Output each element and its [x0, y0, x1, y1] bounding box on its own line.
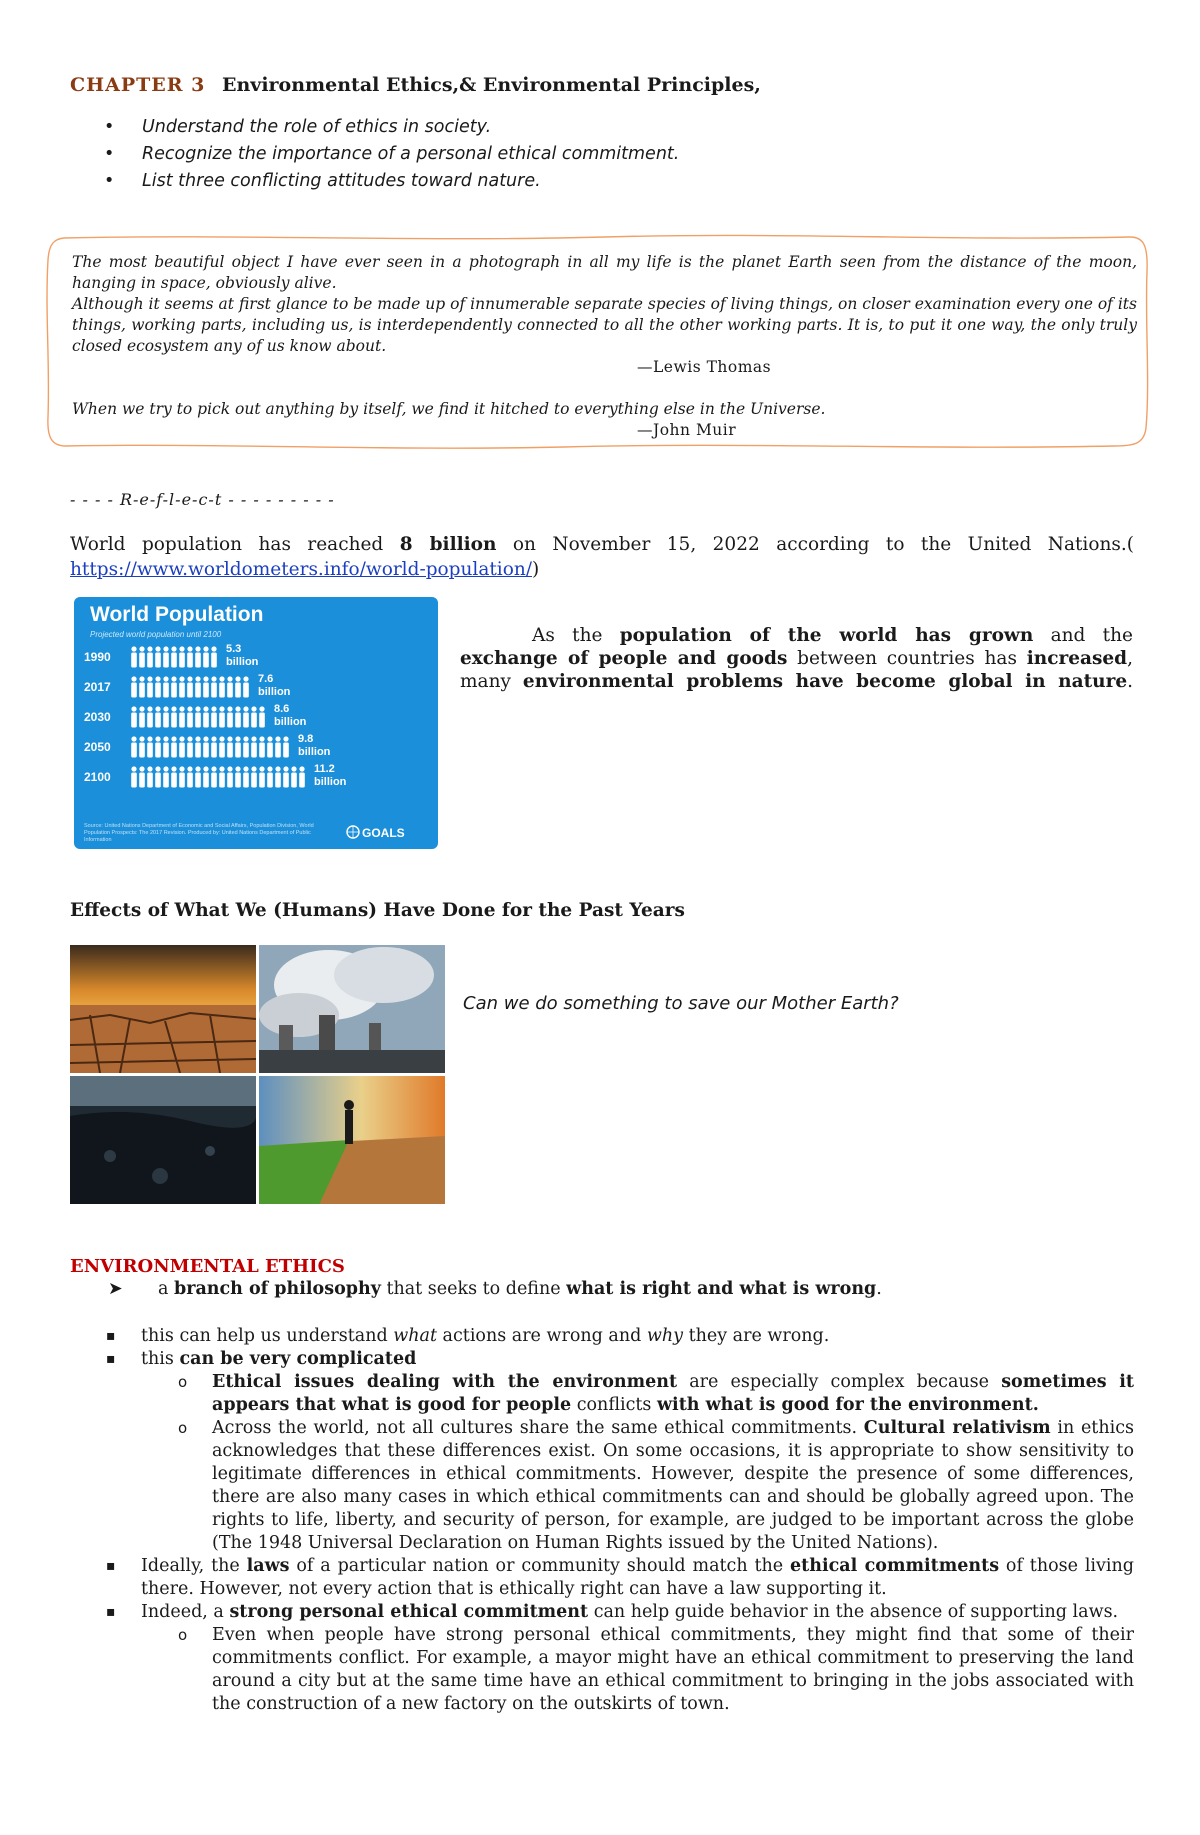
person-icon [131, 706, 137, 727]
un-emblem-icon [346, 825, 360, 839]
person-icon [219, 736, 225, 757]
infographic-row [74, 731, 438, 765]
chapter-title: Environmental Ethics,& Environmental Principles, [221, 74, 761, 96]
infographic-row [74, 641, 438, 675]
person-icon [139, 736, 145, 757]
person-icon [155, 766, 161, 787]
person-icon [155, 736, 161, 757]
person-icon [147, 706, 153, 727]
environmental-ethics-heading: ENVIRONMENTAL ETHICS [70, 1256, 345, 1277]
person-icon [163, 766, 169, 787]
sub-list-item: o Across the world, not all cultures share the same ethical commitments. Cultural relativism in ethics acknowledges that these differences exist. On some occasions, it is appropriate to show sensitivity to legitimate differences in ethical commitments. However, despite the presence of some differences, there are also many cases in which ethical commitments can and should be globally agreed upon. The rights to life, liberty, and security of person, for example, are judged to be important across the globe (The 1948 Universal Declaration on Human Rights issued by the United Nations). [104, 1417, 1134, 1555]
person-icon [235, 766, 241, 787]
list-item: ▪ Indeed, a strong personal ethical commitment can help guide behavior in the absence of supporting laws. [104, 1601, 1134, 1624]
person-icon [211, 706, 217, 727]
factory-pollution-photo [259, 945, 445, 1073]
quote-block [72, 252, 1137, 441]
effects-heading: Effects of What We (Humans) Have Done for the Past Years [70, 900, 685, 921]
infographic-row [74, 671, 438, 705]
population-statement: World population has reached 8 billion on November 15, 2022 according to the United Nations.( [70, 534, 1134, 555]
person-icon [187, 676, 193, 697]
person-icon [243, 736, 249, 757]
person-icon [291, 766, 297, 787]
save-earth-question: Can we do something to save our Mother Earth? [463, 993, 899, 1014]
person-icon [219, 706, 225, 727]
person-icon [227, 766, 233, 787]
person-icon [259, 706, 265, 727]
person-icon [179, 736, 185, 757]
person-icon [243, 676, 249, 697]
population-source: https://www.worldometers.info/world-population/) [70, 559, 540, 580]
person-icon [171, 646, 177, 667]
person-icon [147, 766, 153, 787]
person-icon [195, 766, 201, 787]
person-icon [163, 736, 169, 757]
person-icons [130, 735, 290, 759]
person-icon [171, 766, 177, 787]
person-icon [275, 766, 281, 787]
infographic-value: 11.2 billion [314, 763, 347, 788]
quote-muir-author: —John Muir [637, 421, 737, 439]
person-icons [130, 765, 306, 789]
infographic-year: 1990 [84, 650, 111, 664]
person-icon [195, 676, 201, 697]
barren-versus-green-land-photo [259, 1076, 445, 1204]
reflect-divider: - - - - R-e-f-l-e-c-t - - - - - - - - - [70, 490, 335, 509]
document-page: CHAPTER 3 Environmental Ethics,& Environmental Principles, • Understand the role of ethics in society. • Recognize the importance of a personal ethical commitment. • List three conflicting attitudes toward nature. The most beautiful object I have ever seen in a photograph in all my life is the planet Earth seen from the distance of the moon, hanging in space, obviously alive. Although it seems at first glance to be made up of innumerable separate species of living things, on closer examination every one of its things, working parts, including us, is interdependently connected to all the other working parts. It is, to put it one way, the only truly closed ecosystem any of us know about. —Lewis Thomas When we try to pick out anything by itself, we find it hitched to everything else in the Universe. —John Muir - - - - R-e-f-l-e-c-t - - - - - - - - - World population has reached 8 billion on November 15, 2022 according to the United Nations.( https://www.worldometers.info/world-population/) World Population Projected world population until 2100 1990 5.3 billion 2017 7.6 billion 2030 8.6 billion 2050 9.8 billion 2100 11.2 billion Source: United Nations Department of Economic and Social Affairs, Population Division, World Population Prospects: The 2017 Revision. Produced by: United Nations Department of Public Information GOALS As the population of the world has grown and the exchange of people and goods between countries has increased, many environmental problems have become global in nature. Effects of What We (Humans) Have Done for the Past Years Can we do something to save our Mother Earth? ENVIRONMENTAL ETHICS ➤ a branch of philosophy that seeks to define what is right and what is wrong. ▪ this can help us understand what actions are wrong and why they are wrong. ▪ this can be very complicated o Ethical issues dealing with the environment are especially complex because sometimes it appears that what is good for people conflicts with what is good for the environment. o Across the world, not all cultures share the same ethical commitments. Cultural relativism in ethics acknowledges that these differences exist. On some occasions, it is appropriate to show sensitivity to legitimate differences in ethical commitments. However, despite the presence of some differences, there are also many cases in which ethical commitments can and should be globally agreed upon. The rights to life, liberty, and security of person, for example, are judged to be important across the globe (The 1948 Universal Declaration on Human Rights issued by the United Nations). ▪ Ideally, the laws of a particular nation or community should match the ethical commitments of those living there. However, not every action that is ethically right can have a law supporting it. ▪ Indeed, a strong personal ethical commitment can help guide behavior in the absence of supporting laws. o Even when people have strong personal ethical commitments, they might find that some of their commitments conflict. For example, a mayor might have an ethical commitment to preserving the land around a city but at the same time have an ethical commitment to bringing in the jobs associated with the construction of a new factory on the outskirts of town. [0, 0, 1200, 1835]
person-icon [179, 766, 185, 787]
quote-thomas-author: —Lewis Thomas [637, 358, 772, 376]
person-icon [211, 736, 217, 757]
person-icon [227, 736, 233, 757]
person-icon [179, 706, 185, 727]
person-icon [155, 706, 161, 727]
person-icon [203, 646, 209, 667]
person-icon [187, 766, 193, 787]
person-icon [235, 736, 241, 757]
person-icon [259, 736, 265, 757]
drought-cracked-earth-photo [70, 945, 256, 1073]
person-icon [283, 766, 289, 787]
person-icon [283, 736, 289, 757]
infographic-subtitle: Projected world population until 2100 [90, 630, 222, 639]
person-icon [227, 676, 233, 697]
person-icon [187, 646, 193, 667]
person-icons [130, 675, 250, 699]
ethics-points-list [104, 1325, 1134, 1716]
person-icon [203, 706, 209, 727]
quote-thomas-line1: The most beautiful object I have ever seen in a photograph in all my life is the planet Earth seen from the distance of the moon, hanging in space, obviously alive. [72, 253, 1137, 292]
person-icon [131, 766, 137, 787]
person-icon [195, 736, 201, 757]
chapter-heading [70, 74, 761, 96]
person-icon [155, 676, 161, 697]
quote-muir-text: When we try to pick out anything by itself, we find it hitched to everything else in the Universe. [72, 400, 826, 418]
person-icon [139, 766, 145, 787]
quote-thomas-line2: Although it seems at first glance to be made up of innumerable separate species of living things, on closer examination every one of its things, working parts, including us, is interdependently connected to all the other working parts. It is, to put it one way, the only truly closed ecosystem any of us know about. [72, 295, 1137, 355]
person-icon [211, 766, 217, 787]
person-icon [163, 676, 169, 697]
person-icon [259, 766, 265, 787]
person-icon [187, 736, 193, 757]
person-icons [130, 705, 266, 729]
person-icon [179, 646, 185, 667]
objective-item: • Understand the role of ethics in society. [100, 114, 1000, 141]
worldometers-link[interactable]: https://www.worldometers.info/world-population/ [70, 559, 533, 580]
oil-spill-shore-photo [70, 1076, 256, 1204]
sub-list-item: o Even when people have strong personal ethical commitments, they might find that some of their commitments conflict. For example, a mayor might have an ethical commitment to preserving the land around a city but at the same time have an ethical commitment to bringing in the jobs associated with the construction of a new factory on the outskirts of town. [104, 1624, 1134, 1716]
objective-item: • Recognize the importance of a personal ethical commitment. [100, 141, 1000, 168]
person-icon [219, 766, 225, 787]
person-icon [251, 736, 257, 757]
list-item: ▪ Ideally, the laws of a particular nation or community should match the ethical commitments of those living there. However, not every action that is ethically right can have a law supporting it. [104, 1555, 1134, 1601]
infographic-value: 9.8 billion [298, 733, 331, 758]
infographic-row [74, 761, 438, 795]
population-figure: 8 billion [399, 534, 497, 555]
person-icon [131, 646, 137, 667]
person-icon [243, 766, 249, 787]
person-icon [227, 706, 233, 727]
infographic-year: 2100 [84, 770, 111, 784]
person-icon [139, 676, 145, 697]
person-icon [267, 766, 273, 787]
person-icon [171, 736, 177, 757]
sub-list-item: o Ethical issues dealing with the environment are especially complex because sometimes it appears that what is good for people conflicts with what is good for the environment. [104, 1371, 1134, 1417]
person-icon [203, 676, 209, 697]
person-icon [179, 676, 185, 697]
person-icon [243, 706, 249, 727]
infographic-row [74, 701, 438, 735]
infographic-value: 5.3 billion [226, 643, 259, 668]
environmental-damage-collage [70, 945, 445, 1205]
person-icon [139, 646, 145, 667]
person-icon [219, 676, 225, 697]
person-icon [211, 646, 217, 667]
objective-item: • List three conflicting attitudes toward nature. [100, 168, 1000, 195]
person-icon [131, 736, 137, 757]
arrow-bullet-icon: ➤ [108, 1279, 123, 1299]
person-icon [195, 646, 201, 667]
person-icon [187, 706, 193, 727]
person-icon [171, 706, 177, 727]
chapter-label: CHAPTER 3 [70, 74, 206, 96]
person-icon [251, 706, 257, 727]
infographic-title: World Population [90, 603, 264, 626]
person-icon [131, 676, 137, 697]
infographic-rows [74, 637, 438, 817]
person-icon [147, 736, 153, 757]
person-icon [155, 646, 161, 667]
infographic-value: 7.6 billion [258, 673, 291, 698]
person-icon [251, 766, 257, 787]
person-icon [203, 736, 209, 757]
person-icon [235, 676, 241, 697]
person-icon [267, 736, 273, 757]
person-icons [130, 645, 218, 669]
person-icon [163, 706, 169, 727]
infographic-value: 8.6 billion [274, 703, 307, 728]
infographic-year: 2050 [84, 740, 111, 754]
objectives-list [100, 114, 1000, 195]
sdg-goals-logo: GOALS [346, 825, 405, 840]
infographic-year: 2030 [84, 710, 111, 724]
person-icon [171, 676, 177, 697]
person-icon [147, 676, 153, 697]
person-icon [163, 646, 169, 667]
person-icon [147, 646, 153, 667]
person-icon [299, 766, 305, 787]
person-icon [139, 706, 145, 727]
infographic-source: Source: United Nations Department of Economic and Social Affairs, Population Division, World Population Prospects: The 2017 Revision. Produced by: United Nations Department of Public Information [84, 823, 314, 843]
list-item: ▪ this can be very complicated [104, 1348, 1134, 1371]
person-icon [195, 706, 201, 727]
infographic-year: 2017 [84, 680, 111, 694]
person-icon [235, 706, 241, 727]
person-icon [203, 766, 209, 787]
world-population-infographic [74, 597, 438, 849]
person-icon [211, 676, 217, 697]
person-icon [275, 736, 281, 757]
list-item: ▪ this can help us understand what actions are wrong and why they are wrong. [104, 1325, 1134, 1348]
population-description: As the population of the world has grown and the exchange of people and goods between countries has increased, many environmental problems have become global in nature. [460, 625, 1133, 692]
